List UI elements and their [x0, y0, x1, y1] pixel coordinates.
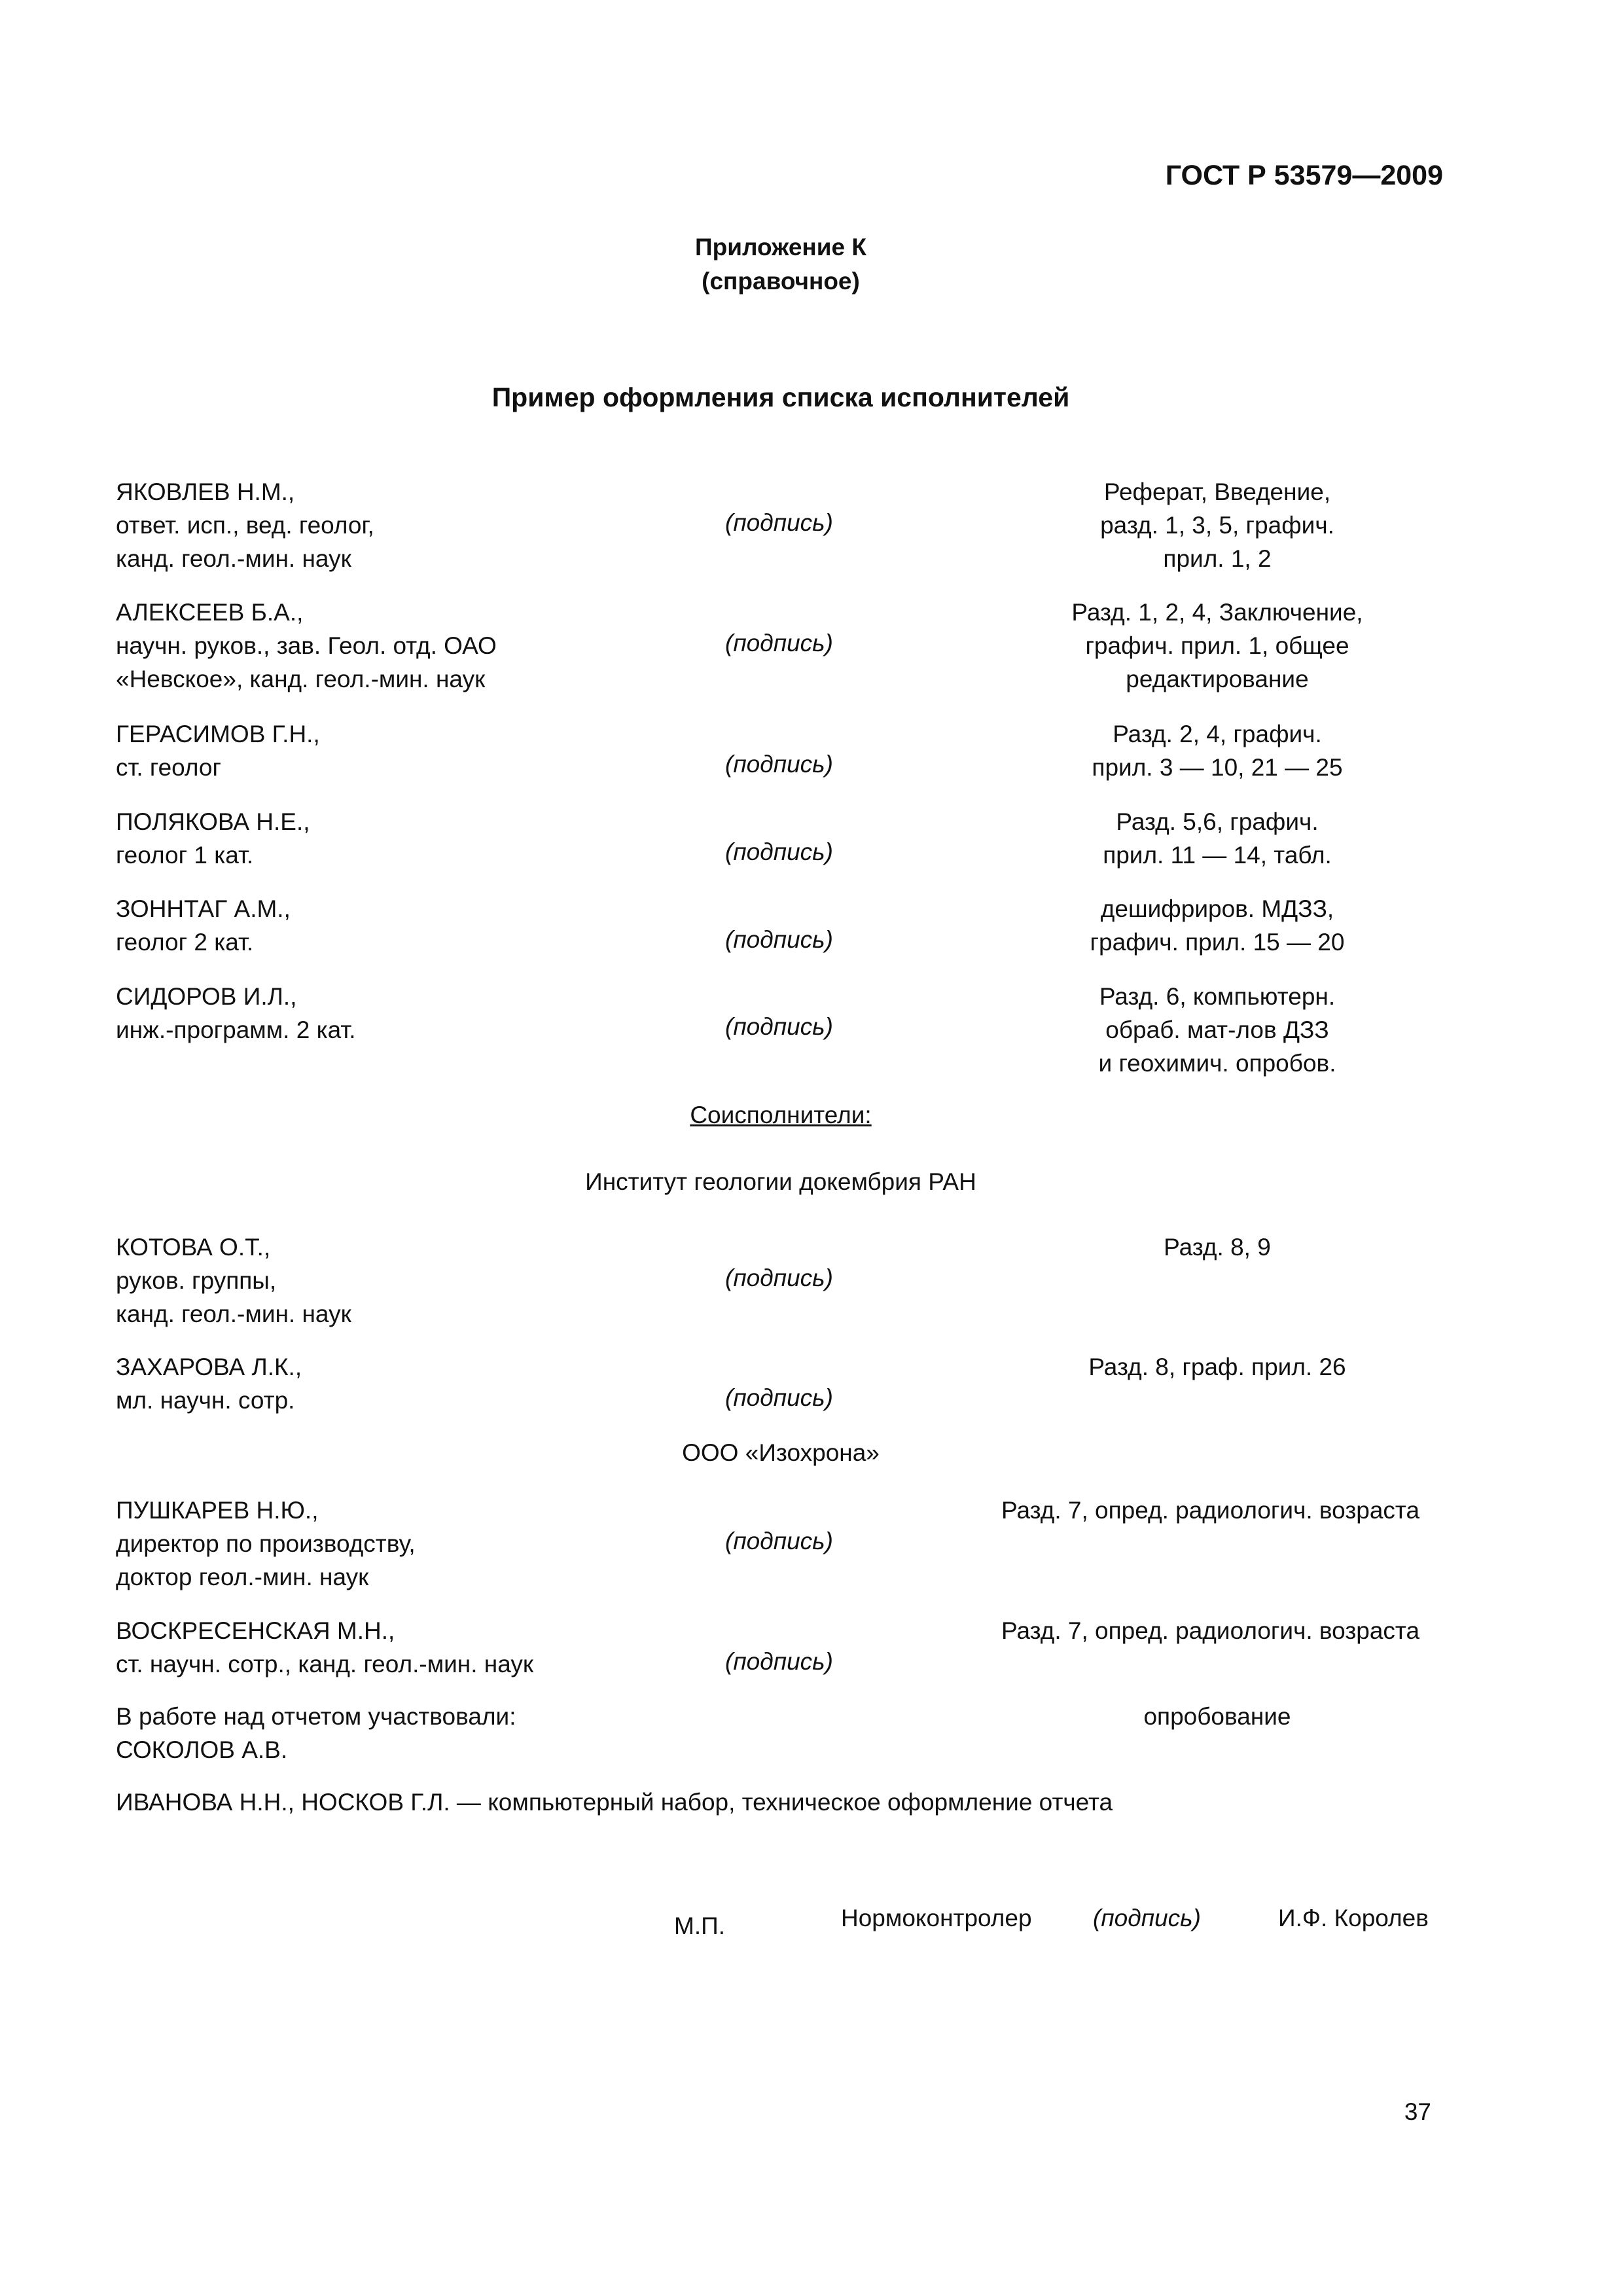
signature-placeholder: (подпись) [725, 1528, 833, 1554]
participant-contribution: опробование [1143, 1703, 1291, 1730]
normcontroller-name: И.Ф. Королев [1278, 1905, 1429, 1931]
appendix-type: (справочное) [702, 268, 860, 295]
typists-line: ИВАНОВА Н.Н., НОСКОВ Г.Л. — компьютерный набор, техническое оформление отчета [116, 1789, 1113, 1816]
normcontroller-role: Нормоконтролер [841, 1905, 1032, 1931]
executor-info: ПУШКАРЕВ Н.Ю., директор по производству, доктор геол.-мин. наук [116, 1497, 416, 1590]
organization-name: Институт геологии докембрия РАН [585, 1168, 976, 1195]
appendix-heading [0, 230, 1561, 298]
executor-info: ВОСКРЕСЕНСКАЯ М.Н., ст. научн. сотр., канд. геол.-мин. наук [116, 1617, 534, 1677]
document-title: Пример оформления списка исполнителей [491, 382, 1070, 412]
signature-placeholder: (подпись) [725, 926, 833, 953]
executor-info: ГЕРАСИМОВ Г.Н., ст. геолог [116, 721, 320, 781]
executor-info: ЗАХАРОВА Л.К., мл. научн. сотр. [116, 1354, 302, 1414]
executor-contribution: Разд. 7, опред. радиологич. возраста [1001, 1497, 1420, 1524]
signature-placeholder: (подпись) [725, 1384, 833, 1411]
coexecutors-heading: Соисполнители: [690, 1102, 872, 1128]
signature-placeholder: (подпись) [725, 838, 833, 865]
executor-contribution: Разд. 1, 2, 4, Заключение, графич. прил. 1, общее редактирование [1071, 599, 1363, 692]
signature-placeholder: (подпись) [725, 509, 833, 536]
executor-contribution: Разд. 8, 9 [1164, 1234, 1271, 1261]
signature-placeholder: (подпись) [725, 1013, 833, 1040]
executor-info: КОТОВА О.Т., руков. группы, канд. геол.-мин. наук [116, 1234, 351, 1327]
signature-placeholder: (подпись) [725, 751, 833, 778]
standard-number: ГОСТ Р 53579—2009 [1165, 160, 1443, 191]
executor-contribution: дешифриров. МДЗЗ, графич. прил. 15 — 20 [1090, 895, 1345, 956]
organization-name: ООО «Изохрона» [682, 1439, 880, 1466]
appendix-label: Приложение К [695, 234, 866, 260]
executor-contribution: Разд. 8, граф. прил. 26 [1088, 1354, 1346, 1380]
executor-info: ПОЛЯКОВА Н.Е., геолог 1 кат. [116, 808, 310, 869]
executor-contribution: Реферат, Введение, разд. 1, 3, 5, графич. прил. 1, 2 [1100, 478, 1334, 572]
executor-info: АЛЕКСЕЕВ Б.А., научн. руков., зав. Геол. отд. ОАО «Невское», канд. геол.-мин. наук [116, 599, 497, 692]
signature-placeholder: (подпись) [725, 1265, 833, 1291]
executor-contribution: Разд. 6, компьютерн. обраб. мат-лов ДЗЗ и геохимич. опробов. [1098, 983, 1336, 1077]
executor-contribution: Разд. 5,6, графич. прил. 11 — 14, табл. [1103, 808, 1332, 869]
stamp-label: М.П. [674, 1912, 725, 1939]
signature-placeholder: (подпись) [725, 1648, 833, 1675]
executor-info: ЗОННТАГ А.М., геолог 2 кат. [116, 895, 291, 956]
executor-info: ЯКОВЛЕВ Н.М., ответ. исп., вед. геолог, канд. геол.-мин. наук [116, 478, 374, 572]
executor-contribution: Разд. 2, 4, графич. прил. 3 — 10, 21 — 25 [1092, 721, 1343, 781]
page-number: 37 [1404, 2098, 1431, 2125]
participants-block: В работе над отчетом участвовали: СОКОЛОВ А.В. [116, 1703, 516, 1763]
normcontroller-signature: (подпись) [1093, 1905, 1201, 1931]
executor-info: СИДОРОВ И.Л., инж.-программ. 2 кат. [116, 983, 356, 1043]
signature-placeholder: (подпись) [725, 630, 833, 656]
executor-contribution: Разд. 7, опред. радиологич. возраста [1001, 1617, 1420, 1644]
